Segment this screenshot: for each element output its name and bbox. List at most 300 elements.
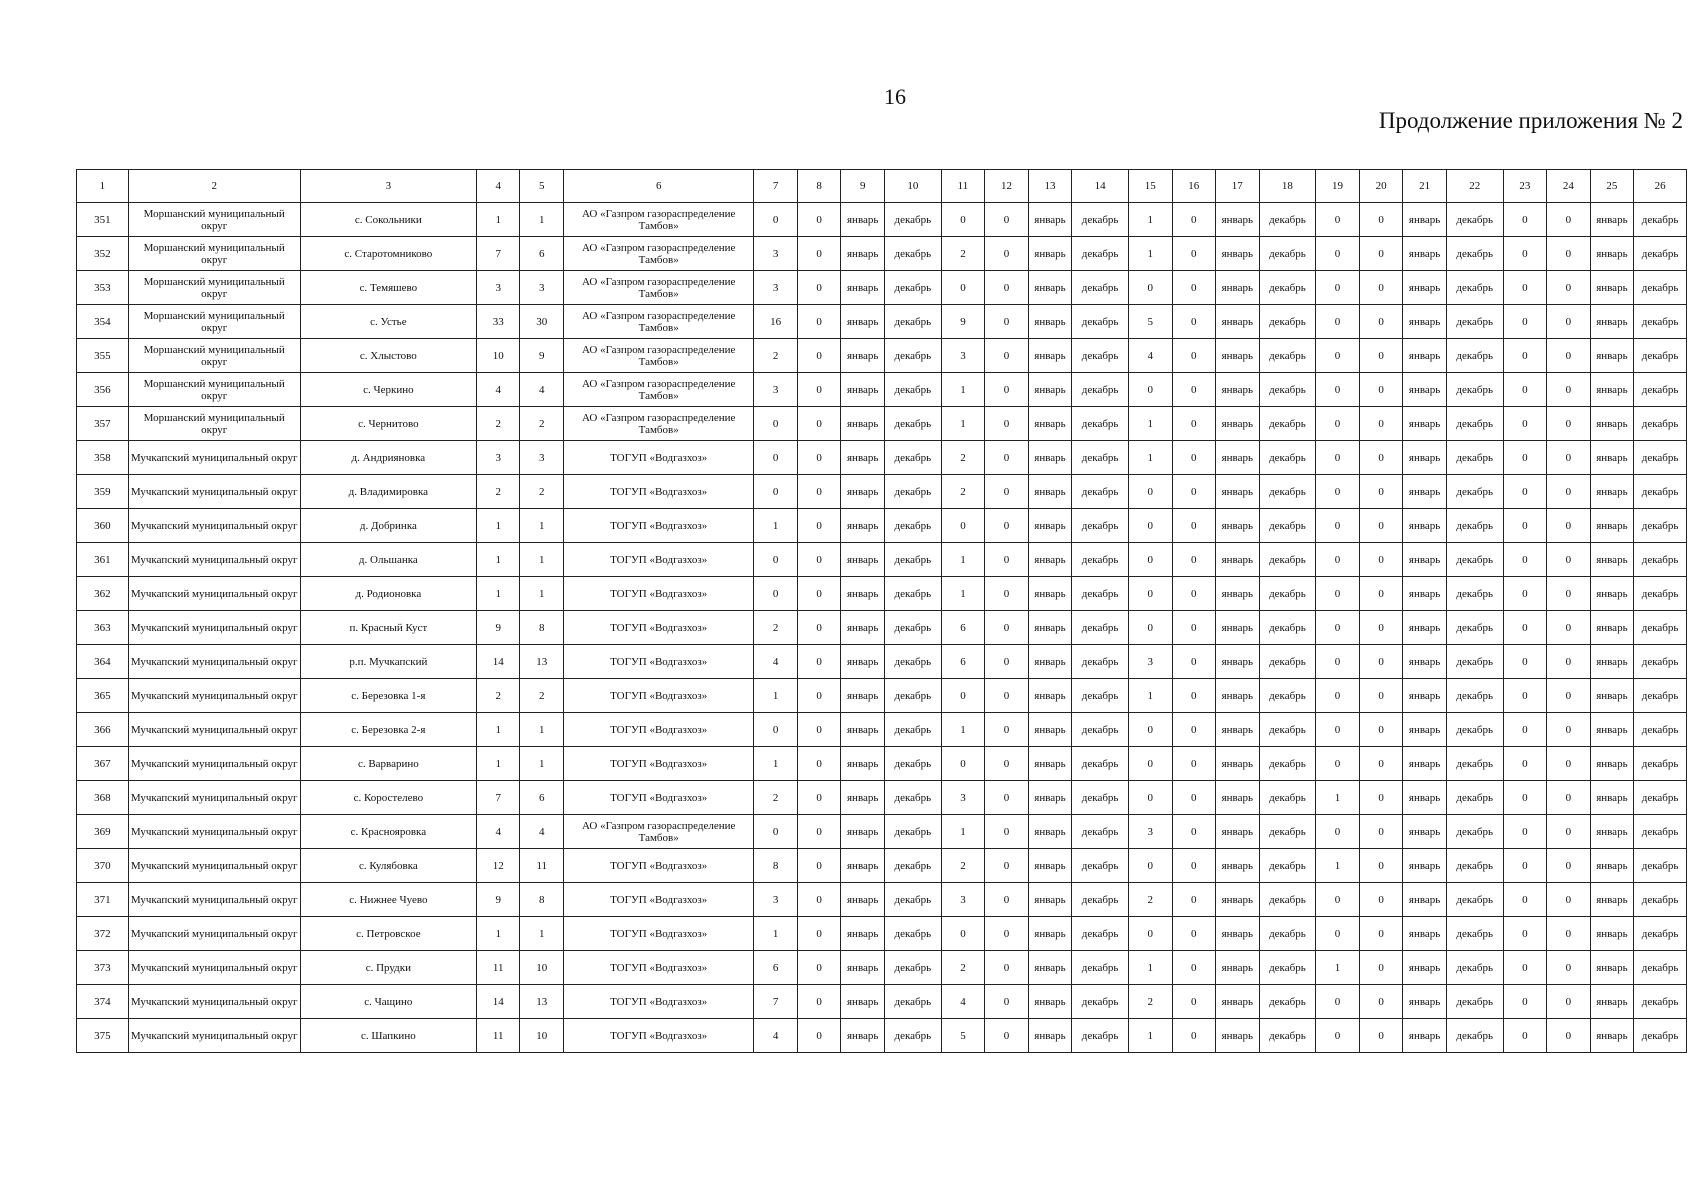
- month-cell: декабрь: [1072, 1019, 1129, 1053]
- table-cell: 0: [754, 203, 798, 237]
- table-row: [77, 849, 1687, 883]
- column-header: 18: [1259, 170, 1316, 203]
- table-cell: 0: [1172, 203, 1216, 237]
- column-header: 20: [1359, 170, 1403, 203]
- table-cell: 30: [520, 305, 564, 339]
- district-cell: Мучкапский муниципальный округ: [128, 611, 300, 645]
- table-cell: 0: [1503, 679, 1547, 713]
- settlement-cell: с. Краснояровка: [300, 815, 476, 849]
- table-cell: 5: [1128, 305, 1172, 339]
- district-cell: Мучкапский муниципальный округ: [128, 815, 300, 849]
- table-cell: 0: [1359, 951, 1403, 985]
- table-cell: 0: [1128, 271, 1172, 305]
- table-row: [77, 747, 1687, 781]
- table-cell: 0: [1359, 849, 1403, 883]
- month-cell: декабрь: [1634, 543, 1687, 577]
- column-header: 2: [128, 170, 300, 203]
- table-cell: 3: [754, 373, 798, 407]
- table-cell: 2: [754, 611, 798, 645]
- month-cell: декабрь: [1446, 339, 1503, 373]
- table-cell: 1: [520, 713, 564, 747]
- table-cell: 1: [520, 509, 564, 543]
- month-cell: январь: [1403, 407, 1447, 441]
- month-cell: декабрь: [884, 985, 941, 1019]
- settlement-cell: с. Нижнее Чуево: [300, 883, 476, 917]
- table-cell: 6: [520, 237, 564, 271]
- table-cell: 0: [1503, 373, 1547, 407]
- month-cell: декабрь: [1259, 849, 1316, 883]
- table-cell: 0: [1547, 1019, 1591, 1053]
- table-cell: 1: [754, 509, 798, 543]
- month-cell: январь: [1216, 645, 1260, 679]
- table-cell: 3: [1128, 645, 1172, 679]
- table-cell: 0: [1316, 509, 1360, 543]
- table-cell: 0: [1316, 441, 1360, 475]
- district-cell: Мучкапский муниципальный округ: [128, 1019, 300, 1053]
- column-header: 4: [476, 170, 520, 203]
- operator-cell: ТОГУП «Водгазхоз»: [564, 747, 754, 781]
- month-cell: январь: [1216, 883, 1260, 917]
- month-cell: январь: [841, 475, 885, 509]
- row-number-cell: 365: [77, 679, 129, 713]
- table-cell: 1: [941, 815, 985, 849]
- table-cell: 1: [520, 543, 564, 577]
- month-cell: январь: [1403, 373, 1447, 407]
- month-cell: январь: [1590, 917, 1634, 951]
- table-cell: 0: [1503, 407, 1547, 441]
- table-cell: 0: [1547, 713, 1591, 747]
- month-cell: декабрь: [1259, 271, 1316, 305]
- table-cell: 0: [1316, 645, 1360, 679]
- table-cell: 2: [476, 407, 520, 441]
- month-cell: январь: [1028, 815, 1072, 849]
- table-cell: 0: [1547, 747, 1591, 781]
- table-cell: 2: [941, 237, 985, 271]
- month-cell: январь: [1216, 509, 1260, 543]
- row-number-cell: 362: [77, 577, 129, 611]
- table-cell: 0: [941, 679, 985, 713]
- table-cell: 3: [476, 441, 520, 475]
- month-cell: декабрь: [1259, 509, 1316, 543]
- settlement-cell: с. Шапкино: [300, 1019, 476, 1053]
- table-cell: 3: [1128, 815, 1172, 849]
- table-cell: 3: [941, 883, 985, 917]
- table-cell: 0: [985, 883, 1029, 917]
- table-cell: 1: [520, 747, 564, 781]
- column-header: 19: [1316, 170, 1360, 203]
- table-cell: 0: [1503, 985, 1547, 1019]
- month-cell: январь: [1216, 475, 1260, 509]
- operator-cell: АО «Газпром газораспределение Тамбов»: [564, 237, 754, 271]
- month-cell: декабрь: [1072, 271, 1129, 305]
- month-cell: январь: [1403, 543, 1447, 577]
- settlement-cell: с. Сокольники: [300, 203, 476, 237]
- month-cell: январь: [1403, 1019, 1447, 1053]
- month-cell: январь: [1216, 305, 1260, 339]
- month-cell: декабрь: [1446, 543, 1503, 577]
- month-cell: январь: [1028, 441, 1072, 475]
- district-cell: Мучкапский муниципальный округ: [128, 713, 300, 747]
- month-cell: декабрь: [1072, 645, 1129, 679]
- settlement-cell: д. Родионовка: [300, 577, 476, 611]
- table-cell: 0: [1503, 305, 1547, 339]
- month-cell: декабрь: [1072, 373, 1129, 407]
- table-cell: 0: [797, 917, 841, 951]
- operator-cell: ТОГУП «Водгазхоз»: [564, 985, 754, 1019]
- table-row: [77, 611, 1687, 645]
- table-cell: 0: [1503, 713, 1547, 747]
- month-cell: декабрь: [884, 203, 941, 237]
- district-cell: Мучкапский муниципальный округ: [128, 475, 300, 509]
- table-cell: 3: [941, 339, 985, 373]
- operator-cell: АО «Газпром газораспределение Тамбов»: [564, 271, 754, 305]
- table-cell: 0: [1359, 339, 1403, 373]
- table-cell: 1: [941, 713, 985, 747]
- table-cell: 0: [1172, 713, 1216, 747]
- month-cell: январь: [1403, 883, 1447, 917]
- row-number-cell: 358: [77, 441, 129, 475]
- month-cell: декабрь: [1634, 951, 1687, 985]
- table-row: [77, 373, 1687, 407]
- month-cell: январь: [1590, 849, 1634, 883]
- table-cell: 8: [754, 849, 798, 883]
- month-cell: январь: [841, 781, 885, 815]
- month-cell: декабрь: [884, 917, 941, 951]
- operator-cell: ТОГУП «Водгазхоз»: [564, 713, 754, 747]
- operator-cell: АО «Газпром газораспределение Тамбов»: [564, 305, 754, 339]
- table-row: [77, 543, 1687, 577]
- operator-cell: ТОГУП «Водгазхоз»: [564, 679, 754, 713]
- month-cell: январь: [1216, 781, 1260, 815]
- settlement-cell: д. Ольшанка: [300, 543, 476, 577]
- month-cell: декабрь: [1634, 237, 1687, 271]
- table-cell: 0: [941, 917, 985, 951]
- district-cell: Мучкапский муниципальный округ: [128, 781, 300, 815]
- table-cell: 0: [797, 849, 841, 883]
- table-cell: 11: [520, 849, 564, 883]
- month-cell: январь: [1028, 1019, 1072, 1053]
- table-cell: 0: [1172, 271, 1216, 305]
- month-cell: январь: [1590, 407, 1634, 441]
- table-cell: 0: [797, 373, 841, 407]
- month-cell: декабрь: [1446, 509, 1503, 543]
- month-cell: декабрь: [1446, 985, 1503, 1019]
- table-cell: 0: [1128, 577, 1172, 611]
- month-cell: декабрь: [884, 577, 941, 611]
- table-row: [77, 645, 1687, 679]
- table-cell: 0: [1316, 203, 1360, 237]
- month-cell: январь: [1028, 849, 1072, 883]
- operator-cell: ТОГУП «Водгазхоз»: [564, 441, 754, 475]
- month-cell: декабрь: [1634, 747, 1687, 781]
- month-cell: январь: [1216, 373, 1260, 407]
- table-cell: 0: [1503, 917, 1547, 951]
- month-cell: декабрь: [1072, 203, 1129, 237]
- month-cell: январь: [1590, 305, 1634, 339]
- table-cell: 0: [1547, 849, 1591, 883]
- month-cell: январь: [1590, 1019, 1634, 1053]
- table-cell: 0: [797, 441, 841, 475]
- month-cell: декабрь: [1634, 985, 1687, 1019]
- table-cell: 0: [1128, 543, 1172, 577]
- table-cell: 1: [476, 917, 520, 951]
- table-cell: 1: [476, 747, 520, 781]
- month-cell: январь: [1590, 951, 1634, 985]
- column-header: 3: [300, 170, 476, 203]
- table-cell: 0: [797, 339, 841, 373]
- settlement-cell: с. Темяшево: [300, 271, 476, 305]
- table-cell: 0: [1316, 475, 1360, 509]
- table-cell: 0: [1316, 917, 1360, 951]
- month-cell: январь: [1590, 203, 1634, 237]
- month-cell: декабрь: [1634, 611, 1687, 645]
- month-cell: декабрь: [1634, 203, 1687, 237]
- table-cell: 0: [1172, 849, 1216, 883]
- month-cell: декабрь: [1072, 815, 1129, 849]
- month-cell: декабрь: [1259, 747, 1316, 781]
- table-cell: 0: [1503, 781, 1547, 815]
- table-cell: 0: [1316, 271, 1360, 305]
- month-cell: январь: [1590, 237, 1634, 271]
- table-cell: 0: [1172, 1019, 1216, 1053]
- month-cell: декабрь: [1072, 917, 1129, 951]
- table-cell: 0: [1128, 509, 1172, 543]
- table-cell: 0: [1172, 475, 1216, 509]
- month-cell: декабрь: [1446, 373, 1503, 407]
- table-cell: 0: [1547, 951, 1591, 985]
- month-cell: январь: [1403, 509, 1447, 543]
- district-cell: Мучкапский муниципальный округ: [128, 509, 300, 543]
- month-cell: январь: [1403, 679, 1447, 713]
- month-cell: декабрь: [1072, 679, 1129, 713]
- row-number-cell: 366: [77, 713, 129, 747]
- table-cell: 1: [520, 917, 564, 951]
- table-cell: 0: [1503, 815, 1547, 849]
- settlement-cell: с. Чернитово: [300, 407, 476, 441]
- month-cell: декабрь: [1634, 577, 1687, 611]
- month-cell: декабрь: [1634, 339, 1687, 373]
- table-cell: 0: [1503, 271, 1547, 305]
- table-cell: 0: [1172, 577, 1216, 611]
- settlement-cell: с. Устье: [300, 305, 476, 339]
- table-cell: 2: [754, 781, 798, 815]
- table-row: [77, 985, 1687, 1019]
- table-cell: 11: [476, 951, 520, 985]
- table-cell: 1: [1128, 1019, 1172, 1053]
- month-cell: декабрь: [884, 509, 941, 543]
- table-cell: 0: [985, 611, 1029, 645]
- month-cell: январь: [1590, 747, 1634, 781]
- month-cell: декабрь: [1072, 985, 1129, 1019]
- month-cell: декабрь: [884, 781, 941, 815]
- month-cell: декабрь: [1072, 407, 1129, 441]
- table-cell: 1: [1316, 951, 1360, 985]
- month-cell: январь: [1403, 577, 1447, 611]
- table-cell: 0: [985, 407, 1029, 441]
- table-cell: 1: [941, 577, 985, 611]
- operator-cell: ТОГУП «Водгазхоз»: [564, 611, 754, 645]
- month-cell: январь: [841, 339, 885, 373]
- table-row: [77, 203, 1687, 237]
- table-cell: 0: [1359, 237, 1403, 271]
- table-cell: 0: [1503, 951, 1547, 985]
- month-cell: декабрь: [1634, 271, 1687, 305]
- table-cell: 3: [520, 441, 564, 475]
- month-cell: январь: [1216, 203, 1260, 237]
- month-cell: декабрь: [1259, 985, 1316, 1019]
- table-row: [77, 951, 1687, 985]
- table-cell: 0: [1503, 475, 1547, 509]
- table-header-row: [77, 170, 1687, 203]
- settlement-cell: с. Хлыстово: [300, 339, 476, 373]
- table-cell: 0: [1359, 713, 1403, 747]
- month-cell: январь: [1216, 441, 1260, 475]
- table-row: [77, 1019, 1687, 1053]
- table-cell: 0: [985, 985, 1029, 1019]
- table-cell: 0: [1316, 747, 1360, 781]
- table-row: [77, 305, 1687, 339]
- table-cell: 13: [520, 645, 564, 679]
- table-row: [77, 339, 1687, 373]
- table-cell: 0: [797, 271, 841, 305]
- month-cell: январь: [841, 305, 885, 339]
- table-cell: 0: [1128, 747, 1172, 781]
- table-cell: 0: [985, 917, 1029, 951]
- month-cell: декабрь: [1259, 713, 1316, 747]
- table-cell: 0: [1316, 985, 1360, 1019]
- column-header: 24: [1547, 170, 1591, 203]
- row-number-cell: 370: [77, 849, 129, 883]
- table-cell: 0: [1316, 883, 1360, 917]
- table-cell: 0: [1547, 305, 1591, 339]
- table-cell: 0: [1172, 339, 1216, 373]
- month-cell: декабрь: [1446, 577, 1503, 611]
- table-cell: 0: [1503, 747, 1547, 781]
- month-cell: январь: [841, 645, 885, 679]
- month-cell: декабрь: [884, 373, 941, 407]
- table-cell: 0: [797, 747, 841, 781]
- table-cell: 0: [1547, 679, 1591, 713]
- table-cell: 0: [1359, 815, 1403, 849]
- table-cell: 0: [941, 271, 985, 305]
- month-cell: декабрь: [884, 713, 941, 747]
- operator-cell: ТОГУП «Водгазхоз»: [564, 917, 754, 951]
- table-cell: 5: [941, 1019, 985, 1053]
- table-cell: 4: [476, 815, 520, 849]
- settlement-cell: д. Добринка: [300, 509, 476, 543]
- table-cell: 0: [1316, 237, 1360, 271]
- table-cell: 0: [754, 407, 798, 441]
- table-cell: 9: [941, 305, 985, 339]
- table-cell: 1: [476, 203, 520, 237]
- table-cell: 1: [1128, 407, 1172, 441]
- table-cell: 2: [520, 407, 564, 441]
- table-cell: 0: [1128, 373, 1172, 407]
- table-cell: 0: [1128, 611, 1172, 645]
- month-cell: январь: [1590, 475, 1634, 509]
- table-cell: 6: [941, 611, 985, 645]
- settlement-cell: д. Владимировка: [300, 475, 476, 509]
- table-cell: 0: [1172, 883, 1216, 917]
- table-cell: 0: [1359, 985, 1403, 1019]
- district-cell: Моршанский муниципальный округ: [128, 407, 300, 441]
- month-cell: декабрь: [884, 271, 941, 305]
- month-cell: январь: [1403, 713, 1447, 747]
- month-cell: январь: [841, 509, 885, 543]
- table-cell: 0: [1503, 509, 1547, 543]
- table-cell: 0: [1316, 1019, 1360, 1053]
- column-header: 21: [1403, 170, 1447, 203]
- month-cell: январь: [841, 679, 885, 713]
- column-header: 9: [841, 170, 885, 203]
- month-cell: декабрь: [1446, 679, 1503, 713]
- table-row: [77, 713, 1687, 747]
- month-cell: декабрь: [1259, 781, 1316, 815]
- column-header: 23: [1503, 170, 1547, 203]
- column-header: 14: [1072, 170, 1129, 203]
- operator-cell: ТОГУП «Водгазхоз»: [564, 475, 754, 509]
- operator-cell: АО «Газпром газораспределение Тамбов»: [564, 339, 754, 373]
- table-cell: 16: [754, 305, 798, 339]
- table-cell: 0: [985, 339, 1029, 373]
- month-cell: декабрь: [1446, 271, 1503, 305]
- table-cell: 0: [1547, 203, 1591, 237]
- month-cell: январь: [841, 271, 885, 305]
- table-cell: 0: [1359, 543, 1403, 577]
- column-header: 5: [520, 170, 564, 203]
- month-cell: январь: [1216, 1019, 1260, 1053]
- table-cell: 0: [754, 577, 798, 611]
- month-cell: декабрь: [1634, 679, 1687, 713]
- table-cell: 0: [1359, 441, 1403, 475]
- table-cell: 0: [797, 543, 841, 577]
- month-cell: декабрь: [1072, 747, 1129, 781]
- month-cell: декабрь: [1259, 543, 1316, 577]
- page-number: 16: [884, 84, 906, 109]
- month-cell: январь: [1403, 305, 1447, 339]
- table-cell: 2: [1128, 883, 1172, 917]
- table-cell: 0: [797, 815, 841, 849]
- month-cell: декабрь: [1634, 815, 1687, 849]
- table-cell: 0: [1503, 645, 1547, 679]
- month-cell: январь: [1028, 951, 1072, 985]
- month-cell: январь: [841, 713, 885, 747]
- month-cell: январь: [841, 441, 885, 475]
- table-cell: 0: [1547, 781, 1591, 815]
- table-cell: 0: [1172, 781, 1216, 815]
- table-cell: 0: [1359, 271, 1403, 305]
- month-cell: январь: [1590, 543, 1634, 577]
- month-cell: декабрь: [1446, 747, 1503, 781]
- table-cell: 0: [1316, 577, 1360, 611]
- month-cell: декабрь: [884, 951, 941, 985]
- month-cell: январь: [1590, 679, 1634, 713]
- table-cell: 0: [1316, 305, 1360, 339]
- district-cell: Мучкапский муниципальный округ: [128, 441, 300, 475]
- month-cell: декабрь: [1259, 407, 1316, 441]
- month-cell: декабрь: [1634, 713, 1687, 747]
- table-cell: 0: [1359, 407, 1403, 441]
- month-cell: декабрь: [1634, 1019, 1687, 1053]
- month-cell: декабрь: [1259, 475, 1316, 509]
- month-cell: декабрь: [1446, 475, 1503, 509]
- column-header: 17: [1216, 170, 1260, 203]
- month-cell: декабрь: [884, 645, 941, 679]
- table-cell: 0: [1547, 645, 1591, 679]
- month-cell: декабрь: [1634, 305, 1687, 339]
- month-cell: январь: [1028, 373, 1072, 407]
- month-cell: январь: [1216, 577, 1260, 611]
